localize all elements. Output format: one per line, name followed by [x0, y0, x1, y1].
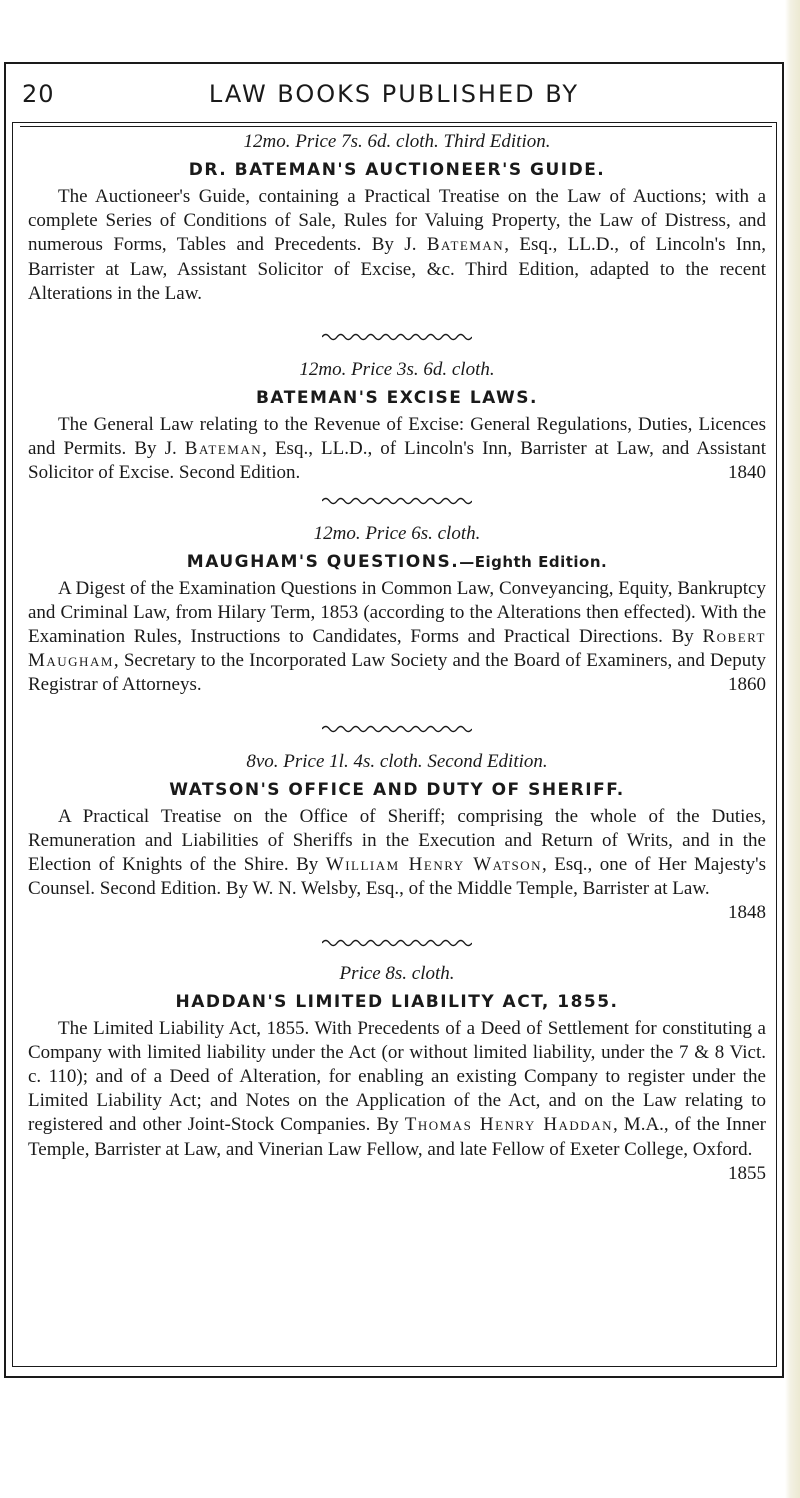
page-header [4, 80, 784, 120]
page-number: 20 [22, 80, 55, 108]
book-entry [28, 962, 766, 1186]
publication-year: 1840 [728, 462, 766, 484]
book-entry [28, 522, 766, 698]
author-name: Bateman [184, 438, 263, 460]
book-title: WATSON'S OFFICE AND DUTY OF SHERIFF. [169, 779, 625, 800]
book-title: DR. BATEMAN'S AUCTIONEER'S GUIDE. [188, 160, 606, 180]
publication-year: 1848 [728, 902, 766, 924]
header-rule [20, 126, 772, 127]
author-name: Bateman [426, 234, 505, 256]
book-description: The Auctioneer's Guide, containing a Practical Treatise on the Law of Auctions; with a complete Series of Conditions of Sale, Rules for Valuing Property, the Law of Distress, and numerous Forms, Tables and Precedents. By J. Bateman, Esq., LL.D., of Lincoln's Inn, Barrister at Law, Assistant Solicitor of Excise, &c. Third Edition, adapted to the recent Alterations in the Law. [28, 186, 766, 304]
author-name: Thomas Henry Haddan [404, 1114, 613, 1136]
book-entry [28, 130, 766, 306]
wavy-ornament-divider [322, 938, 472, 948]
book-listing [28, 128, 766, 1186]
book-description: A Practical Treatise on the Office of Sheriff; comprising the whole of the Duties, Remuneration and Liabilities of Sheriffs in the Execution and Return of Writs, and in the Election of Knights of the Shire. By William Henry Watson, Esq., one of Her Majesty's Counsel. Second Edition. By W. N. Welsby, Esq., of the Middle Temple, Barrister at Law. 1848 [28, 805, 766, 926]
page-edge-shadow [785, 0, 800, 1498]
book-price-line: 12mo. Price 6s. cloth. [313, 522, 481, 544]
book-entry [28, 750, 766, 926]
publication-year: 1860 [728, 674, 766, 696]
running-head: LAW BOOKS PUBLISHED BY [208, 80, 580, 108]
book-price-line: 12mo. Price 3s. 6d. cloth. [299, 359, 495, 381]
wavy-ornament-divider [322, 724, 472, 734]
wavy-ornament-divider [322, 496, 472, 506]
wavy-ornament-divider [322, 332, 472, 342]
author-name: William Henry Watson [325, 854, 543, 876]
book-price-line: 12mo. Price 7s. 6d. cloth. Third Edition. [243, 131, 551, 152]
book-price-line: Price 8s. cloth. [339, 962, 455, 984]
book-description: The Limited Liability Act, 1855. With Precedents of a Deed of Settlement for constituting a Company with limited liability under the Act (or without limited liability, under the 7 & 8 Vict. c. 110); and of a Deed of Alteration, for enabling an existing Company to register under the Limited Liability Act; and Notes on the Application of the Act, and on the Law relating to registered and other Joint-Stock Companies. By Thomas Henry Haddan, M.A., of the Inner Temple, Barrister at Law, and Vinerian Law Fellow, and late Fellow of Exeter College, Oxford. 1855 [28, 1017, 766, 1186]
book-description: A Digest of the Examination Questions in Common Law, Conveyancing, Equity, Bankruptcy and Criminal Law, from Hilary Term, 1853 (according to the Alterations then effected). With the Examination Rules, Instructions to Candidates, Forms and Practical Directions. By Robert Maugham, Secretary to the Incorporated Law Society and the Board of Examiners, and Deputy Registrar of Attorneys. 1860 [28, 577, 766, 698]
publication-year: 1855 [728, 1162, 766, 1184]
book-title: BATEMAN'S EXCISE LAWS. [255, 388, 539, 409]
book-title: HADDAN'S LIMITED LIABILITY ACT, 1855. [175, 991, 619, 1012]
book-description: The General Law relating to the Revenue of Excise: General Regulations, Duties, Licences and Permits. By J. Bateman, Esq., LL.D., of Lincoln's Inn, Barrister at Law, and Assistant Solicitor of Excise. Second Edition. 1840 [28, 413, 766, 486]
book-entry [28, 358, 766, 486]
book-price-line: 8vo. Price 1l. 4s. cloth. Second Edition. [246, 750, 548, 772]
author-name: Robert Maugham [28, 626, 766, 672]
book-title: MAUGHAM'S QUESTIONS.—Eighth Edition. [186, 551, 608, 572]
